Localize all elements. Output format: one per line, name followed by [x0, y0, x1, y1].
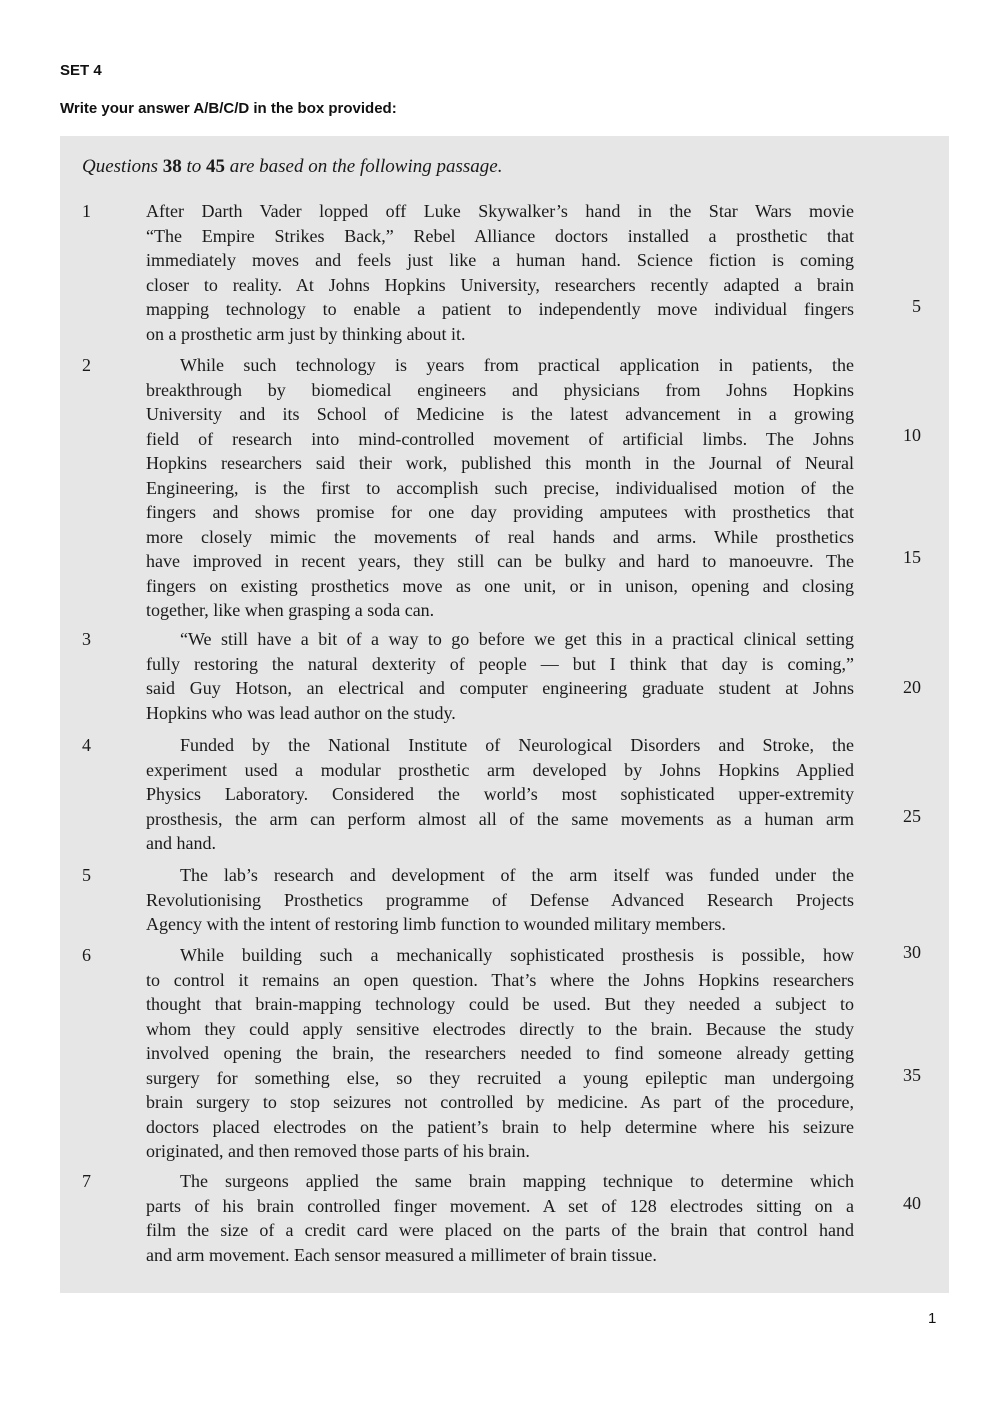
line-number-30: 30 — [903, 942, 921, 962]
paragraph-number: 4 — [82, 735, 91, 755]
line-number-40: 40 — [903, 1193, 921, 1213]
line-number-25: 25 — [903, 806, 921, 826]
line-number-20: 20 — [903, 677, 921, 697]
line-number-15: 15 — [903, 547, 921, 567]
paragraph-number: 6 — [82, 945, 91, 965]
instruction-text: Write your answer A/B/C/D in the box provided: — [60, 100, 397, 117]
line-number-5: 5 — [912, 296, 921, 316]
paragraph-number: 2 — [82, 355, 91, 375]
paragraph-number: 7 — [82, 1171, 91, 1191]
page-number: 1 — [928, 1310, 937, 1327]
set-title: SET 4 — [60, 62, 102, 79]
paragraph-number: 5 — [82, 865, 91, 885]
paragraph-number: 1 — [82, 201, 91, 221]
passage-intro: Questions 38 to 45 are based on the following passage. — [82, 156, 503, 177]
paragraph-number: 3 — [82, 629, 91, 649]
line-number-35: 35 — [903, 1065, 921, 1085]
scanned-passage: Questions 38 to 45 are based on the following passage. 1 After Darth Vader lopped off Luke Skywalker’s hand in the Star Wars movie “The Empire Strikes Back,” Rebel Alliance doctors installed a prosthetic that immediately moves and feels just like a human hand. Science fiction is coming closer to reality. At Johns Hopkins University, researchers recently adapted a brain mapping technology to enable a patient to independently move individual fingers on a prosthetic arm just by thinking about it. 2 While such technology is years from practical application in patients, the breakthrough by biomedical engineers and physicians from Johns Hopkins University and its School of Medicine is the latest advancement in a growing field of research into mind-controlled movement of artificial limbs. The Johns Hopkins researchers said their work, published this month in the Journal of Neural Engineering, is the first to accomplish such precise, individualised motion of the fingers and shows promise for one day providing amputees with prosthetics that more closely mimic the movements of real hands and arms. While prosthetics have improved in recent years, they still can be bulky and hard to manoeuvre. The fingers on existing prosthetics move as one unit, or in unison, opening and closing together, like when grasping a soda can. 3 “We still have a bit of a way to go before we get this in a practical clinical setting fully restoring the natural dexterity of people — but I think that day is coming,” said Guy Hotson, an electrical and computer engineering graduate student at Johns Hopkins who was lead author on the study. 4 Funded by the National Institute of Neurological Disorders and Stroke, the experiment used a modular prosthetic arm developed by Johns Hopkins Applied Physics Laboratory. Considered the world’s most sophisticated upper-extremity prosthesis, the arm can perform almost all of the same movements as a human arm and hand. 5 The lab’s research and development of the arm itself was funded under the Revolutionising Prosthetics programme of Defense Advanced Research Projects Agency with the intent of restoring limb function to wounded military members. 6 While building such a mechanically sophisticated prosthesis is possible, how to control it remains an open question. That’s where the Johns Hopkins researchers thought that brain-mapping technology could be used. But they needed a subject to whom they could apply sensitive electrodes directly to the brain. Because the study involved opening the brain, the researchers needed to find someone already getting surgery for something else, so they recruited a young epileptic man undergoing brain surgery to stop seizures not controlled by medicine. As part of the procedure, doctors placed electrodes on the patient’s brain to help determine where his seizure originated, and then removed those parts of his brain. 7 The surgeons applied the same brain mapping technique to determine which parts of his brain controlled finger movement. A set of 128 electrodes sitting on a film the size of a credit card were placed on the parts of the brain that control hand and arm movement. Each sensor measured a millimeter of brain tissue. 5 10 15 20 25 30 35 40 — [60, 136, 949, 1293]
line-number-10: 10 — [903, 425, 921, 445]
